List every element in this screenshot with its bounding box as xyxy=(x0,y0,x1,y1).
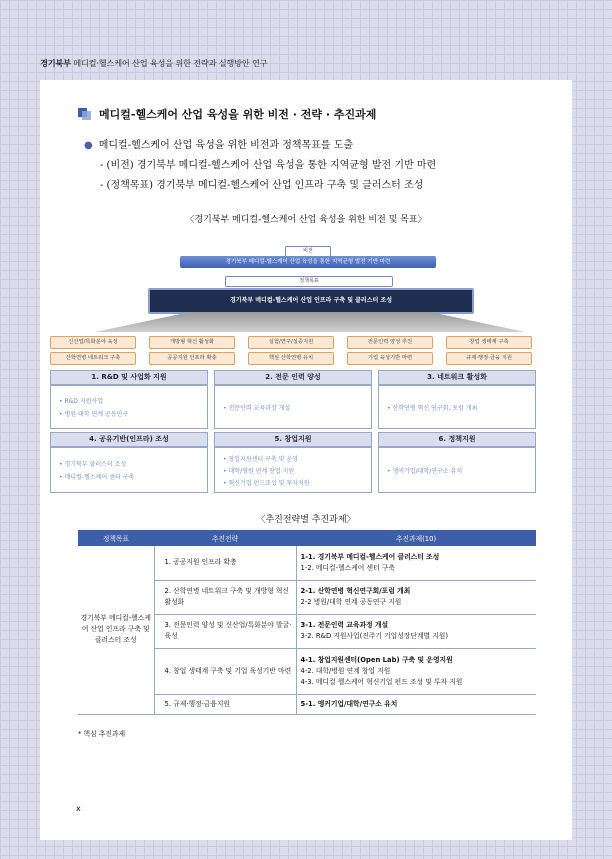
core-task: 2-1. 산학연병 혁신연구회/포럼 개최 xyxy=(300,587,411,595)
strategy-item: • 경기북부 클러스터 조성 xyxy=(59,461,127,468)
footnote: * 핵심 추진과제 xyxy=(78,730,126,738)
section-title-text: 메디컬-헬스케어 산업 육성을 위한 비전 · 전략 · 추진과제 xyxy=(99,108,377,121)
strategy-head: 2. 전문 인력 양성 xyxy=(214,370,372,385)
strategy-body xyxy=(50,385,208,429)
sub-bullet-vision: - (비전) 경기북부 메디컬-헬스케어 산업 육성을 통한 지역균형 발전 기반 마련 xyxy=(100,160,437,171)
table-strategy-cell: 1. 공공지원 인프라 확충 xyxy=(154,546,296,580)
table-strategy-cell: 2. 산학연병 네트워크 구축 및 개방형 혁신 활성화 xyxy=(154,580,296,614)
running-header-text: 메디컬·헬스케어 산업 육성을 위한 전략과 실행방안 연구 xyxy=(70,58,268,68)
strategy-head: 5. 창업지원 xyxy=(214,432,372,447)
section-square-icon xyxy=(78,108,91,120)
objective-pill: 기업 육성기반 마련 xyxy=(347,352,433,365)
table-header-goal: 정책목표 xyxy=(78,530,154,546)
strategy-body xyxy=(214,447,372,493)
diagram-caption: 〈경기북부 메디컬-헬스케어 산업 육성을 위한 비전 및 목표〉 xyxy=(185,215,427,225)
objective-pill: 핵심 산학연병 유치 xyxy=(248,352,334,365)
core-task: 1-1. 경기북부 메디컬-헬스케어 클러스터 조성 xyxy=(300,552,440,561)
table-caption: 〈추진전략별 추진과제〉 xyxy=(256,515,356,525)
objective-pill: 신산업/특화분야 육성 xyxy=(50,336,136,349)
table-strategy-cell: 4. 창업 생태계 구축 및 기업 육성기반 마련 xyxy=(154,648,296,694)
bullet-dot-icon: ● xyxy=(84,140,93,151)
main-bullet-text: 메디컬-헬스케어 산업 육성을 위한 비전과 정책목표를 도출 xyxy=(98,140,354,151)
strategy-body xyxy=(50,447,208,493)
core-task: 4-1. 창업지원센터(Open Lab) 구축 및 운영지원 xyxy=(300,655,453,664)
table-task-cell xyxy=(296,580,536,614)
document-page xyxy=(40,80,572,840)
strategy-item: • 혁신기업 펀드조성 및 투자지원 xyxy=(223,480,310,487)
task-item: 4-3. 메디컬 헬스케어 혁신기업 펀드 조성 및 투자 지원 xyxy=(300,677,463,686)
table-goal-cell: 경기북부 메디컬-헬스케어 산업 인프라 구축 및 클러스터 조성 xyxy=(78,546,154,714)
main-bullet xyxy=(84,136,353,151)
task-item: 3-2. R&D 지원사업(진주기 기업성장단계별 지원) xyxy=(300,632,449,640)
pyramid-base xyxy=(95,312,525,332)
table-header-tasks: 추진과제(10) xyxy=(296,530,536,546)
running-header xyxy=(40,58,267,69)
table-strategy-cell: 5. 규제·행정·금융지원 xyxy=(154,694,296,714)
strategy-head: 1. R&D 및 사업화 지원 xyxy=(50,370,208,385)
strategy-task-table xyxy=(78,530,536,715)
strategy-item: • 대학/병원 연계 창업 지원 xyxy=(223,468,295,475)
strategy-item: • 산학연병 혁신 연구회, 포럼 개최 xyxy=(387,404,478,412)
running-header-bold: 경기북부 xyxy=(40,58,71,68)
page-number: x xyxy=(76,804,81,813)
strategy-body xyxy=(378,447,536,493)
core-task: 3-1. 전문인력 교육과정 개설 xyxy=(300,621,389,629)
objective-pill: 산학연병 네트워크 구축 xyxy=(50,352,136,365)
table-strategy-cell: 3. 전문인력 양성 및 신산업/특화분야 발굴·육성 xyxy=(154,614,296,648)
core-task: 5-1. 앵커기업/대학/연구소 유치 xyxy=(300,699,398,708)
strategy-head: 3. 네트워크 활성화 xyxy=(378,370,536,385)
table-task-cell xyxy=(296,614,536,648)
objective-pill: 실험/연구/실증지원 xyxy=(248,336,334,349)
objective-pill: 창업 생태계 구축 xyxy=(446,336,532,349)
strategy-body xyxy=(214,385,372,429)
goal-tag: 정책목표 xyxy=(225,276,393,287)
strategy-head: 6. 정책지원 xyxy=(378,432,536,447)
vision-box: 경기북부 메디컬-헬스케어 산업 육성을 통한 지역균형 발전 기반 마련 xyxy=(180,256,436,268)
table-task-cell xyxy=(296,546,536,580)
table-task-cell xyxy=(296,694,536,714)
strategy-item: • 병원·대학 연계 공동연구 xyxy=(59,411,129,418)
task-item: 4-2. 대학/병원 연계 창업 지원 xyxy=(300,666,391,675)
strategy-item: • 메디컬-헬스케어 센터 구축 xyxy=(59,474,135,481)
section-title xyxy=(78,106,376,122)
table-task-cell xyxy=(296,648,536,694)
table-row xyxy=(78,546,536,580)
sub-bullet-goal: - (정책목표) 경기북부 메디컬-헬스케어 산업 인프라 구축 및 클러스터 조성 xyxy=(100,180,424,191)
objective-pill: 규제·행정·금융 지원 xyxy=(446,352,532,365)
objective-pill: 공공지원 인프라 확충 xyxy=(149,352,235,365)
strategy-item: • 창업지원센터 구축 및 운영 xyxy=(223,456,298,463)
objective-pill: 전문인력 양성 추진 xyxy=(347,336,433,349)
strategy-item: • 앵커기업/대학/연구소 유치 xyxy=(387,467,463,475)
strategy-item: • R&D 지원사업 xyxy=(59,398,104,405)
objective-pill: 개방형 혁신 활성화 xyxy=(149,336,235,349)
vision-tag: 비전 xyxy=(285,246,331,257)
table-header-strategy: 추진전략 xyxy=(154,530,296,546)
task-item: 1-2. 메디컬-헬스케어 센터 구축 xyxy=(300,563,395,572)
task-item: 2-2 병원/대학 연계 공동연구 지원 xyxy=(300,598,402,606)
strategy-head: 4. 공유기반(인프라) 조성 xyxy=(50,432,208,447)
strategy-item: • 전문인력 교육과정 개설 xyxy=(223,404,291,412)
policy-goal-box: 경기북부 메디컬-헬스케어 산업 인프라 구축 및 클러스터 조성 xyxy=(148,288,474,314)
strategy-body xyxy=(378,385,536,429)
